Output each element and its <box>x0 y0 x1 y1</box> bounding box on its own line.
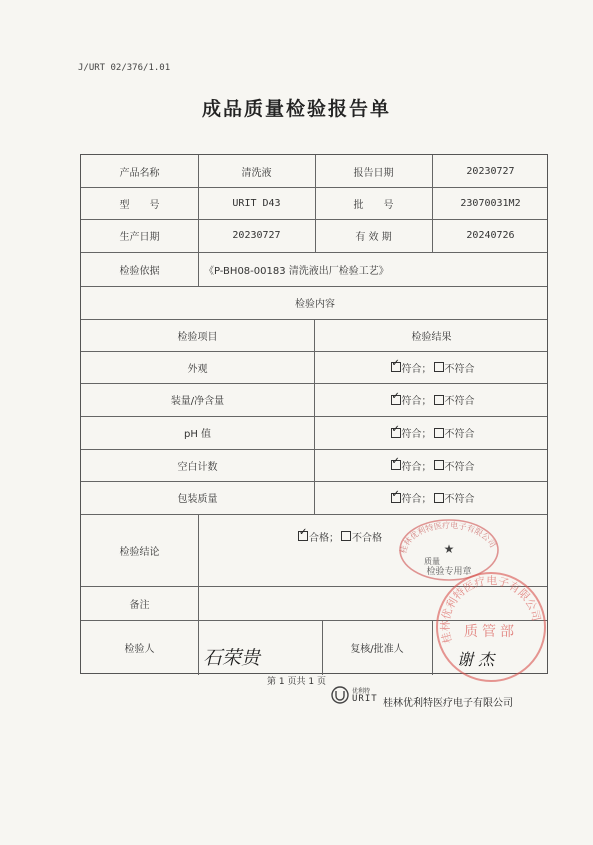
mfg-date-value: 20230727 <box>232 230 281 241</box>
result-pass-label: 符合； <box>401 429 432 440</box>
item-result <box>314 416 549 449</box>
checkbox-checked[interactable] <box>391 390 401 405</box>
checkbox-unchecked[interactable] <box>341 531 351 541</box>
result-fail-label: 不符合 <box>444 429 475 440</box>
checkbox-checked[interactable] <box>391 358 401 372</box>
checkbox-checked[interactable] <box>391 423 401 438</box>
checkbox-unchecked[interactable] <box>434 460 444 470</box>
result-pass-label: 符合； <box>401 363 432 375</box>
basis-value: 《P-BH08-00183 清洗液出厂检验工艺》 <box>204 265 389 277</box>
page-number: 第 1 页共 1 页 <box>267 677 326 687</box>
item-name: 空白计数 <box>177 461 218 473</box>
checkmark-icon: ✓ <box>391 488 400 500</box>
expiry-value: 20240726 <box>466 230 515 241</box>
item-name: 外观 <box>187 363 208 375</box>
model-label: 型 号 <box>119 199 160 211</box>
results-header: 检验结果 <box>411 331 452 343</box>
expiry-label: 有 效 期 <box>355 232 392 243</box>
checkmark-icon: ✓ <box>391 390 400 402</box>
inspector-signature: 石荣贵 <box>203 647 261 669</box>
result-fail-label: 不符合 <box>444 363 475 375</box>
result-fail-label: 不符合 <box>444 494 475 505</box>
item-name: 包装质量 <box>177 494 218 505</box>
item-result <box>314 481 549 514</box>
result-fail-label: 不符合 <box>444 396 475 407</box>
stamp-sub-text: 检验专用章 <box>426 567 472 577</box>
report-date-label: 报告日期 <box>353 167 394 179</box>
conclusion-label: 检验结论 <box>119 546 160 558</box>
result-pass-label: 符合； <box>401 494 432 505</box>
result-pass-label: 符合； <box>401 461 432 473</box>
item-result <box>314 351 549 383</box>
checkbox-checked[interactable] <box>391 488 401 503</box>
reviewer-label: 复核/批准人 <box>350 644 404 655</box>
urit-logo-icon <box>330 686 350 704</box>
item-result <box>314 383 549 416</box>
batch-value: 23070031M2 <box>460 197 521 209</box>
checkbox-unchecked[interactable] <box>434 493 444 503</box>
batch-label: 批 号 <box>353 199 394 211</box>
mfg-date-label: 生产日期 <box>119 232 160 243</box>
company-name: 桂林优利特医疗电子有限公司 <box>383 698 513 709</box>
document-code: J/URT 02/376/1.01 <box>78 63 171 73</box>
product-name-value: 清洗液 <box>241 167 272 179</box>
basis-label: 检验依据 <box>119 265 160 277</box>
checkmark-icon: ✓ <box>391 423 400 435</box>
stamp-small-text: 质量 <box>424 557 440 566</box>
content-header: 检验内容 <box>295 299 335 310</box>
product-name-label: 产品名称 <box>119 167 160 179</box>
logo-en-text: URIT <box>352 694 378 704</box>
stamp-center-text: 质管部 <box>464 624 518 640</box>
checkbox-unchecked[interactable] <box>434 428 444 438</box>
document-title: 成品质量检验报告单 <box>201 98 391 120</box>
checkbox-checked[interactable] <box>298 527 308 541</box>
item-name: 装量/净含量 <box>170 396 225 407</box>
result-pass-label: 符合； <box>401 396 432 407</box>
checkbox-unchecked[interactable] <box>434 395 444 405</box>
items-header: 检验项目 <box>177 331 218 343</box>
item-result <box>314 449 549 481</box>
model-value: URIT D43 <box>232 197 281 209</box>
inspector-label: 检验人 <box>124 644 155 655</box>
stamp-ring-text: 桂林优利特医疗电子有限公司 <box>438 574 543 645</box>
conclusion-pass-label: 合格； <box>309 532 339 544</box>
conclusion-fail-label: 不合格 <box>352 532 382 544</box>
company-logo <box>330 686 378 708</box>
checkbox-unchecked[interactable] <box>434 362 444 372</box>
checkmark-icon: ✓ <box>299 527 308 538</box>
logo-cn-text: 优利特 <box>352 688 371 695</box>
star-icon: ★ <box>443 542 455 556</box>
quality-dept-stamp <box>434 570 548 684</box>
stamp-ring-text: 桂林优利特医疗电子有限公司 <box>398 520 498 555</box>
remarks-label: 备注 <box>129 599 150 611</box>
conclusion-result <box>296 527 396 545</box>
item-name: pH 值 <box>183 429 212 440</box>
report-date-value: 20230727 <box>466 165 515 177</box>
checkbox-checked[interactable] <box>391 456 401 470</box>
checkmark-icon: ✓ <box>391 456 400 467</box>
checkmark-icon: ✓ <box>391 358 400 369</box>
reviewer-signature: 谢 杰 <box>457 650 495 669</box>
result-fail-label: 不符合 <box>444 461 475 473</box>
